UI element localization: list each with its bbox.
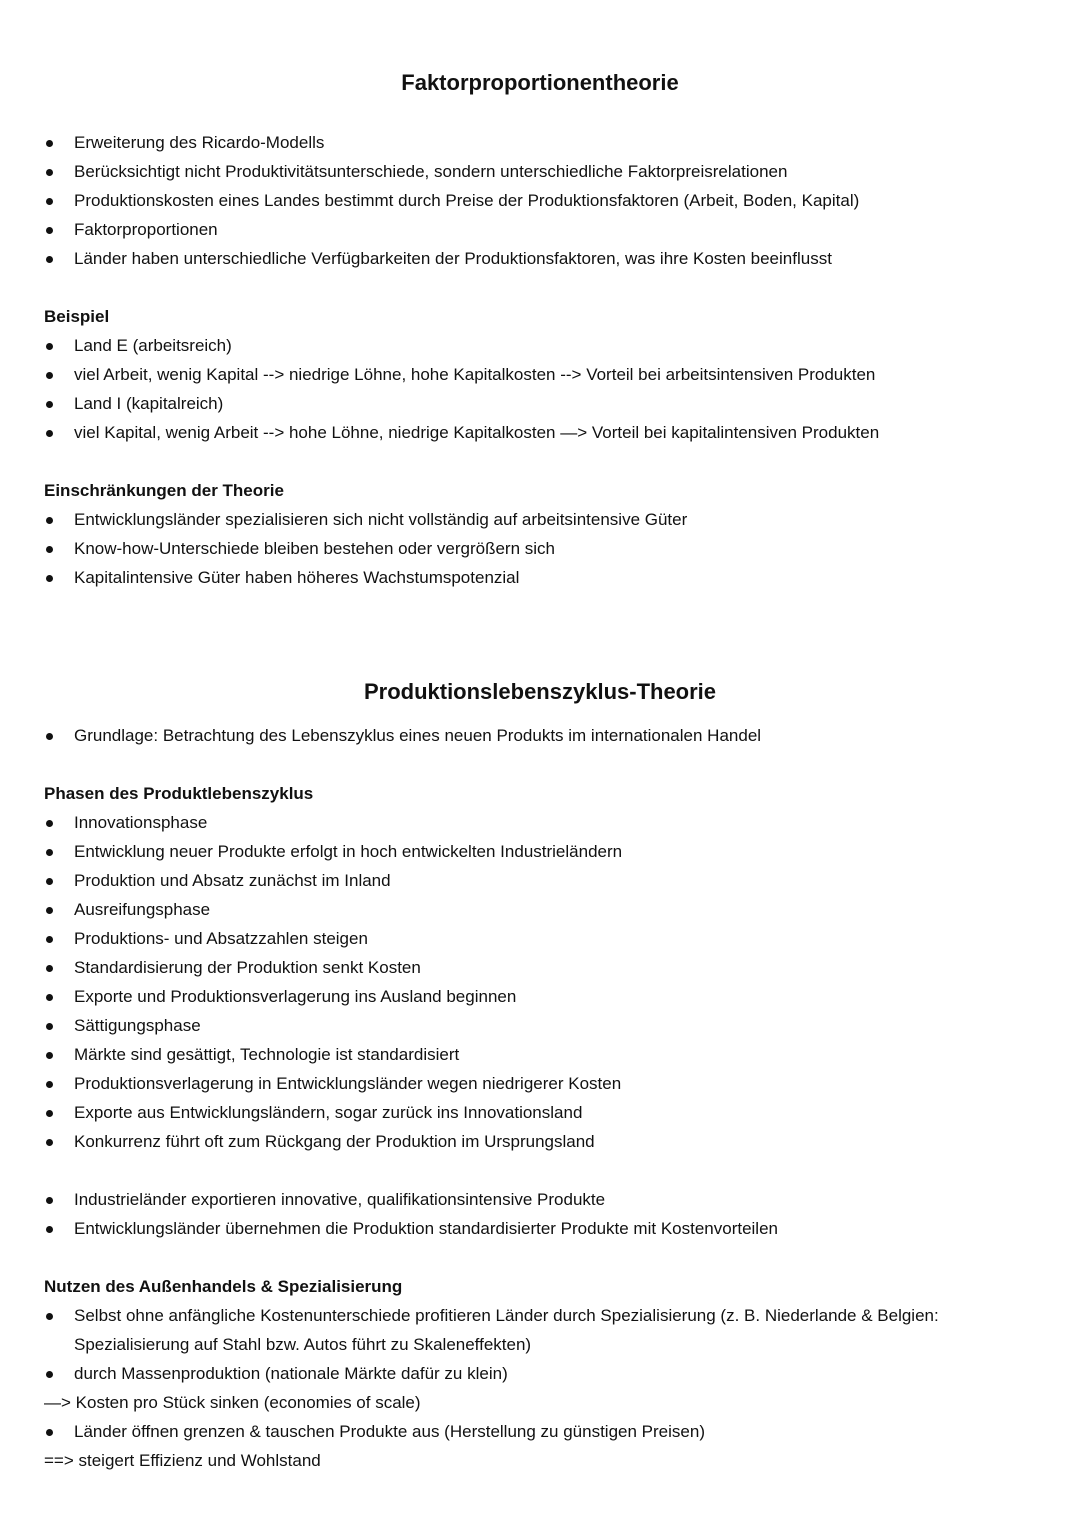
- bullet-list: [0, 1185, 1080, 1243]
- list-item: [0, 1069, 1080, 1098]
- bullet-icon: [44, 331, 54, 360]
- list-item: [0, 215, 1080, 244]
- item-text: Land I (kapitalreich): [74, 394, 224, 413]
- item-text: Entwicklungsländer übernehmen die Produktion standardisierter Produkte mit Kostenvorteilen: [74, 1218, 778, 1238]
- text-line: [0, 1446, 1080, 1475]
- bullet-icon: [44, 215, 54, 244]
- list-item: [0, 186, 1080, 215]
- list-item: [0, 982, 1080, 1011]
- bullet-icon: [44, 982, 54, 1011]
- text-line: [0, 1330, 1080, 1359]
- section-1: [0, 68, 1080, 592]
- list-item: [0, 808, 1080, 837]
- bullet-icon: [44, 128, 54, 157]
- bullet-icon: [44, 837, 54, 866]
- item-text: Produktion und Absatz zunächst im Inland: [74, 870, 391, 890]
- bullet-icon: [44, 1011, 54, 1040]
- item-text: ==> steigert Effizienz und Wohlstand: [44, 1450, 321, 1470]
- item-text: Land E (arbeitsreich): [74, 336, 232, 355]
- list-item: [0, 1417, 1080, 1446]
- text-line: [0, 1388, 1080, 1417]
- bullet-icon: [44, 1417, 54, 1446]
- list-item: [0, 953, 1080, 982]
- bullet-icon: [44, 1214, 54, 1243]
- list-item: [0, 924, 1080, 953]
- item-text: Standardisierung der Produktion senkt Kosten: [74, 957, 421, 977]
- bullet-icon: [44, 808, 54, 837]
- section-2: [0, 677, 1080, 1475]
- subsection: [0, 1272, 1080, 1475]
- list-item: [0, 1301, 1080, 1330]
- bullet-icon: [44, 505, 54, 534]
- item-text: Faktorproportionen: [74, 220, 218, 239]
- item-text: Know-how-Unterschiede bleiben bestehen oder vergrößern sich: [74, 539, 555, 558]
- section-title: Produktionslebenszyklus-Theorie: [363, 679, 717, 704]
- list-item: [0, 418, 1080, 447]
- item-text: Entwicklungsländer spezialisieren sich nicht vollständig auf arbeitsintensive Güter: [74, 510, 688, 529]
- bullet-icon: [44, 1040, 54, 1069]
- item-text: Produktionsverlagerung in Entwicklungsländer wegen niedrigerer Kosten: [74, 1073, 622, 1093]
- list-item: [0, 1359, 1080, 1388]
- bullet-icon: [44, 563, 54, 592]
- item-text: Sättigungsphase: [74, 1015, 201, 1035]
- list-item: [0, 1127, 1080, 1156]
- list-item: [0, 1214, 1080, 1243]
- bullet-icon: [44, 1098, 54, 1127]
- list-item: [0, 331, 1080, 360]
- subsection-heading: Phasen des Produktlebenszyklus: [44, 783, 314, 803]
- item-text: Märkte sind gesättigt, Technologie ist standardisiert: [74, 1044, 460, 1064]
- list-item: [0, 563, 1080, 592]
- list-item: [0, 866, 1080, 895]
- item-text: Entwicklung neuer Produkte erfolgt in hoch entwickelten Industrieländern: [74, 841, 623, 861]
- item-text: Produktionskosten eines Landes bestimmt durch Preise der Produktionsfaktoren (Arbeit, Boden, Kapital): [74, 191, 860, 210]
- item-text: Exporte aus Entwicklungsländern, sogar zurück ins Innovationsland: [74, 1102, 583, 1122]
- item-text: Spezialisierung auf Stahl bzw. Autos führt zu Skaleneffekten): [74, 1334, 532, 1354]
- bullet-icon: [44, 1127, 54, 1156]
- item-text: —> Kosten pro Stück sinken (economies of scale): [44, 1392, 421, 1412]
- list-item: [0, 837, 1080, 866]
- item-text: Exporte und Produktionsverlagerung ins Ausland beginnen: [74, 986, 517, 1006]
- bullet-icon: [44, 866, 54, 895]
- subsection-heading: Beispiel: [44, 307, 110, 326]
- list-item: [0, 721, 1080, 750]
- bullet-list: [0, 721, 1080, 750]
- item-text: Erweiterung des Ricardo-Modells: [74, 133, 325, 152]
- list-item: [0, 895, 1080, 924]
- list-item: [0, 505, 1080, 534]
- bullet-icon: [44, 1185, 54, 1214]
- item-text: Produktions- und Absatzzahlen steigen: [74, 928, 368, 948]
- item-text: durch Massenproduktion (nationale Märkte dafür zu klein): [74, 1363, 508, 1383]
- subsection: [0, 476, 1080, 592]
- list-item: [0, 534, 1080, 563]
- bullet-icon: [44, 895, 54, 924]
- bullet-icon: [44, 186, 54, 215]
- section-title: Faktorproportionentheorie: [401, 70, 679, 95]
- bullet-icon: [44, 924, 54, 953]
- item-text: Länder haben unterschiedliche Verfügbarkeiten der Produktionsfaktoren, was ihre Kosten beeinflusst: [74, 249, 832, 268]
- bullet-icon: [44, 1301, 54, 1330]
- list-item: [0, 389, 1080, 418]
- subsection-heading: Nutzen des Außenhandels & Spezialisierung: [44, 1276, 403, 1296]
- list-item: [0, 1185, 1080, 1214]
- item-text: Berücksichtigt nicht Produktivitätsunterschiede, sondern unterschiedliche Faktorpreisrelationen: [74, 162, 788, 181]
- item-text: Grundlage: Betrachtung des Lebenszyklus eines neuen Produkts im internationalen Handel: [74, 725, 762, 745]
- subsection: [0, 779, 1080, 1156]
- item-text: Innovationsphase: [74, 812, 208, 832]
- item-text: Industrieländer exportieren innovative, qualifikationsintensive Produkte: [74, 1189, 606, 1209]
- bullet-icon: [44, 1359, 54, 1388]
- bullet-list: [0, 128, 1080, 273]
- bullet-icon: [44, 1069, 54, 1098]
- bullet-icon: [44, 534, 54, 563]
- bullet-icon: [44, 953, 54, 982]
- bullet-icon: [44, 418, 54, 447]
- list-item: [0, 128, 1080, 157]
- item-text: viel Arbeit, wenig Kapital --> niedrige Löhne, hohe Kapitalkosten --> Vorteil bei arbeitsintensiven Produkten: [74, 365, 876, 384]
- item-text: Ausreifungsphase: [74, 899, 211, 919]
- item-text: Konkurrenz führt oft zum Rückgang der Produktion im Ursprungsland: [74, 1131, 595, 1151]
- subsection-heading: Einschränkungen der Theorie: [44, 481, 284, 500]
- bullet-icon: [44, 244, 54, 273]
- item-text: Selbst ohne anfängliche Kostenunterschiede profitieren Länder durch Spezialisierung (z. B. Niederlande & Belgien:: [74, 1305, 939, 1325]
- list-item: [0, 244, 1080, 273]
- item-text: Länder öffnen grenzen & tauschen Produkte aus (Herstellung zu günstigen Preisen): [74, 1421, 705, 1441]
- list-item: [0, 157, 1080, 186]
- list-item: [0, 1040, 1080, 1069]
- bullet-icon: [44, 389, 54, 418]
- list-item: [0, 1098, 1080, 1127]
- list-item: [0, 360, 1080, 389]
- list-item: [0, 1011, 1080, 1040]
- bullet-icon: [44, 360, 54, 389]
- item-text: viel Kapital, wenig Arbeit --> hohe Löhne, niedrige Kapitalkosten —> Vorteil bei kapitalintensiven Produkten: [74, 423, 880, 442]
- item-text: Kapitalintensive Güter haben höheres Wachstumspotenzial: [74, 568, 520, 587]
- bullet-icon: [44, 157, 54, 186]
- bullet-icon: [44, 721, 54, 750]
- subsection: [0, 302, 1080, 447]
